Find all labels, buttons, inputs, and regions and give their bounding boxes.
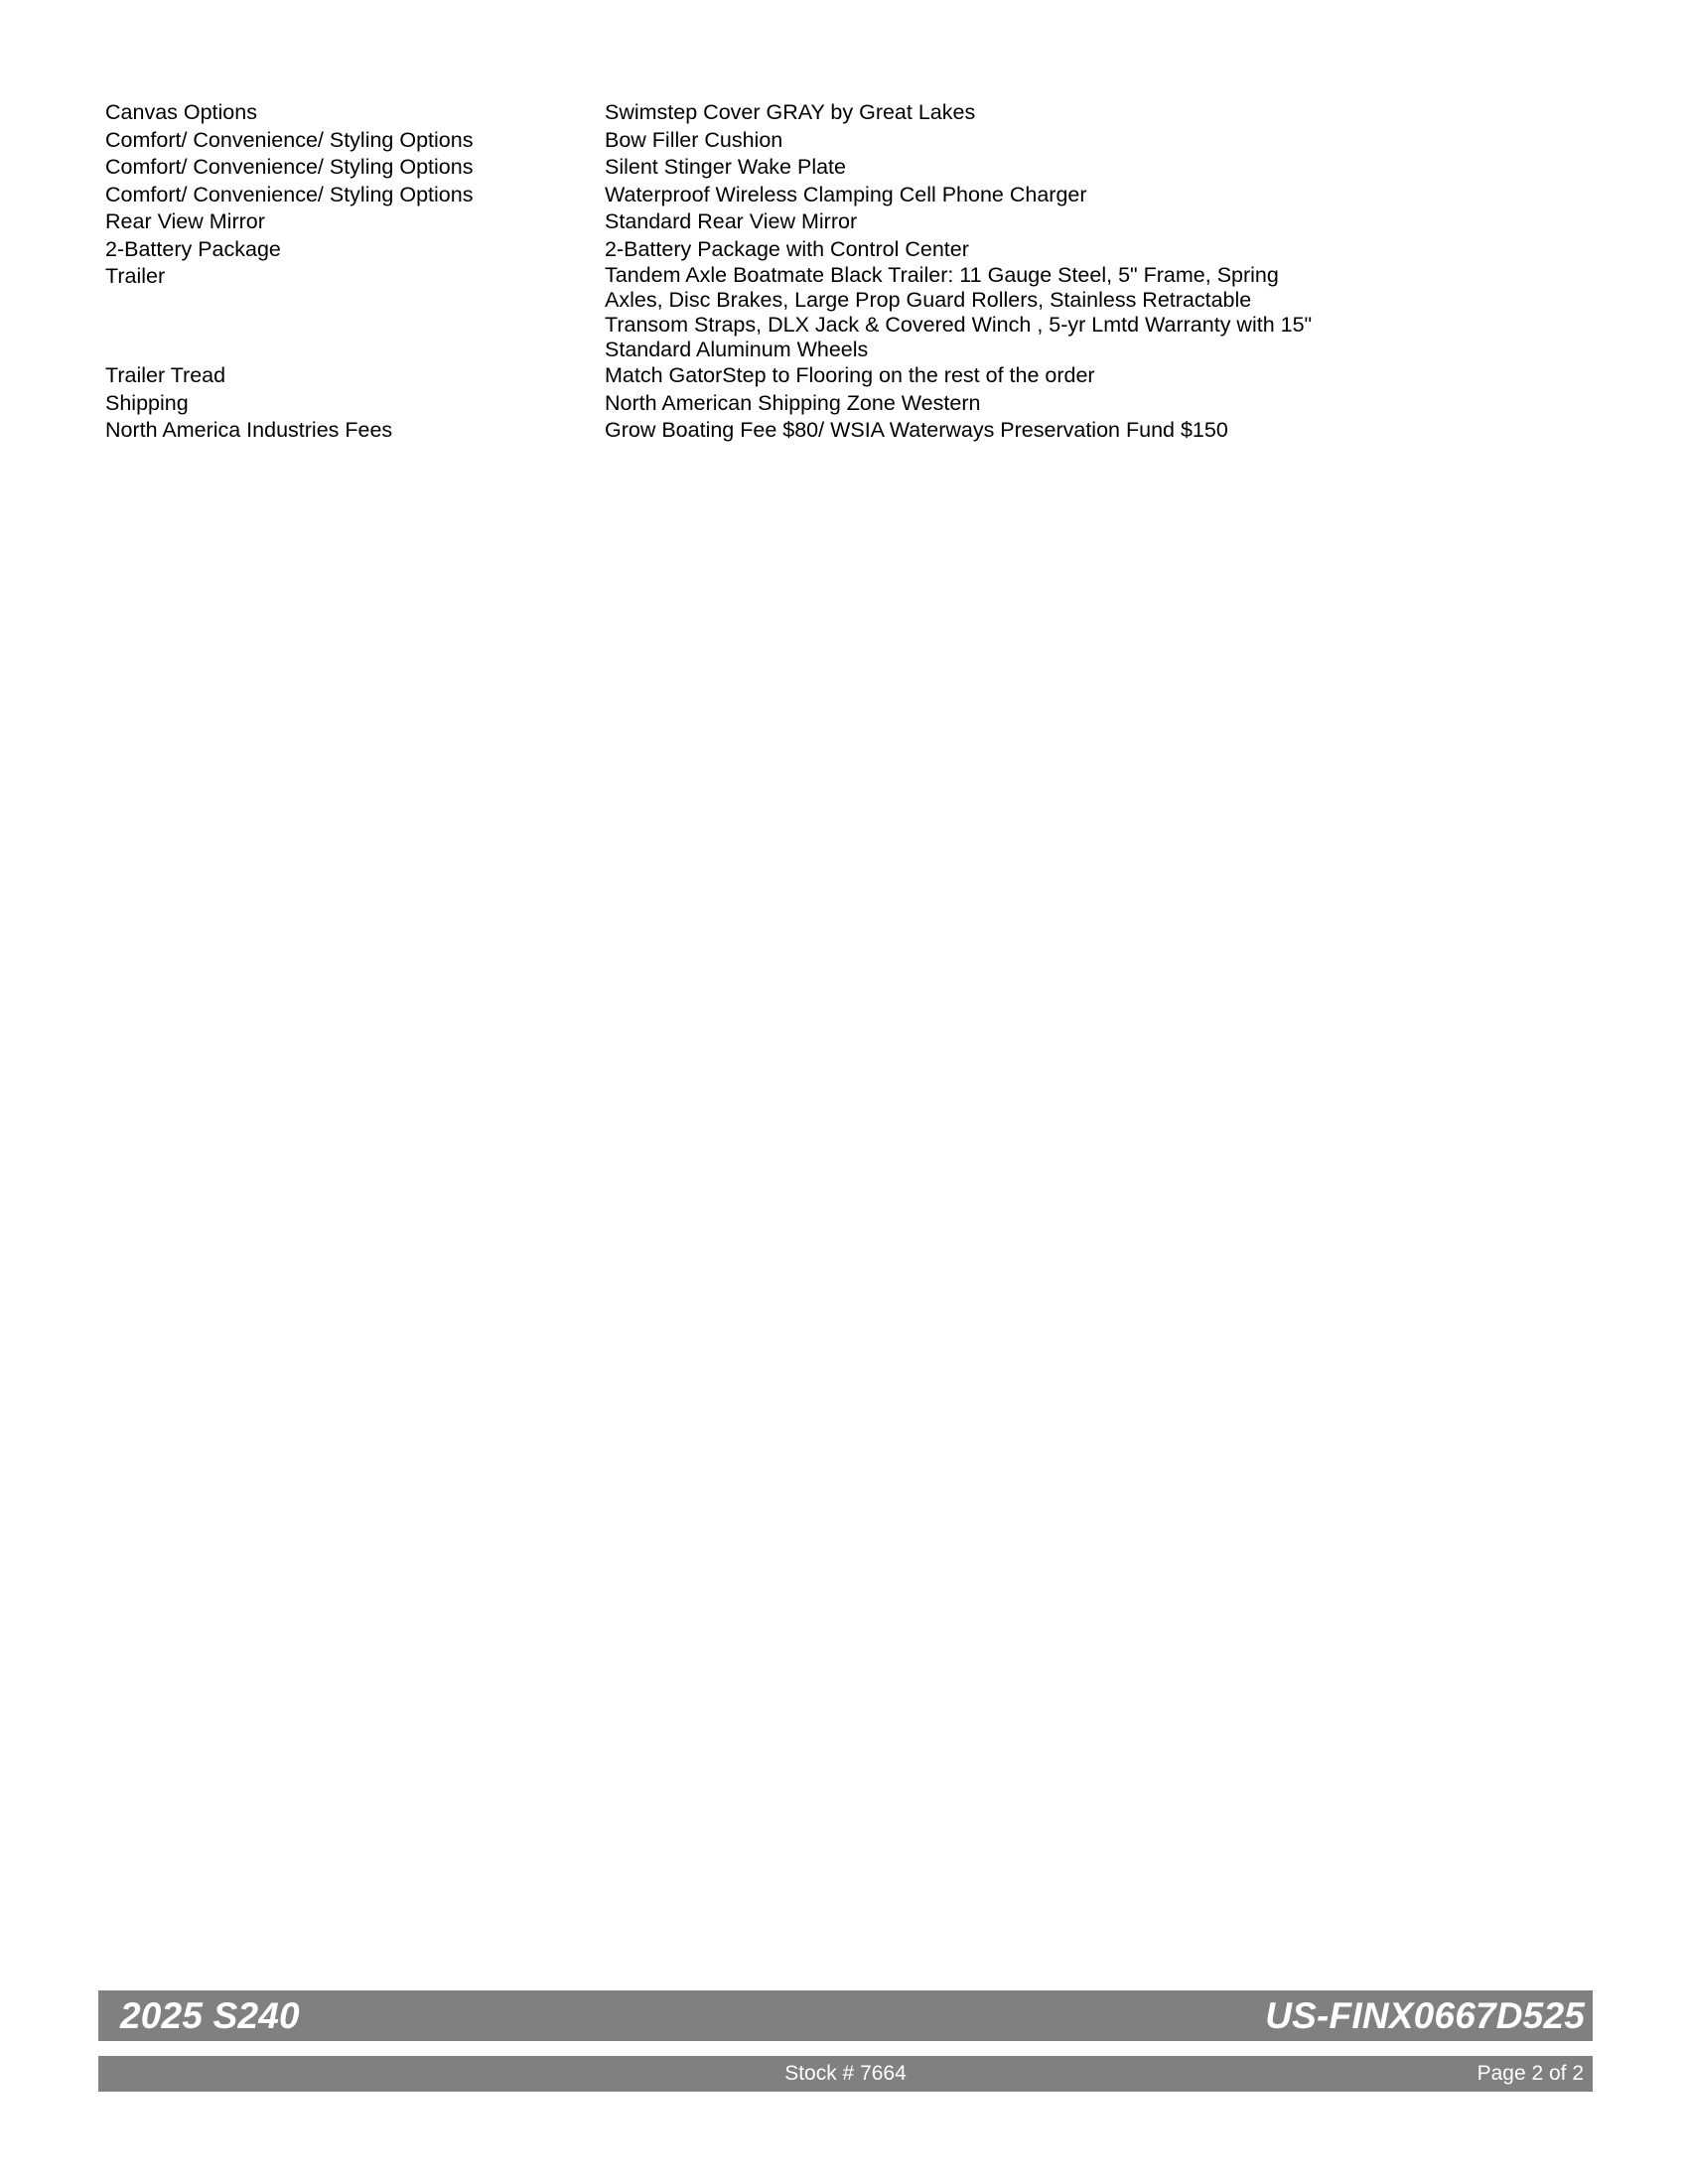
- option-detail: Standard Rear View Mirror: [605, 209, 858, 233]
- stock-number: Stock # 7664: [784, 2062, 907, 2085]
- option-detail: 2-Battery Package with Control Center: [605, 236, 969, 261]
- option-detail: Swimstep Cover GRAY by Great Lakes: [605, 100, 976, 124]
- option-row: [105, 154, 1346, 182]
- options-table: [105, 99, 1346, 445]
- footer-info-bar: [98, 2056, 1593, 2092]
- model-name: 2025 S240: [120, 1994, 300, 2036]
- option-category: 2-Battery Package: [105, 236, 281, 261]
- footer-title-bar: [98, 1990, 1593, 2041]
- option-detail: Bow Filler Cushion: [605, 127, 783, 152]
- option-row: [105, 417, 1346, 445]
- build-id: US-FINX0667D525: [1265, 1994, 1585, 2036]
- option-row: [105, 263, 1346, 362]
- option-detail: North American Shipping Zone Western: [605, 390, 981, 415]
- option-row: [105, 127, 1346, 155]
- option-category: Trailer Tread: [105, 363, 226, 387]
- option-category: Trailer: [105, 264, 166, 288]
- option-detail: Silent Stinger Wake Plate: [605, 155, 846, 179]
- option-row: [105, 182, 1346, 209]
- option-detail: Grow Boating Fee $80/ WSIA Waterways Preservation Fund $150: [605, 418, 1228, 442]
- option-category: North America Industries Fees: [105, 418, 393, 442]
- option-detail: Match GatorStep to Flooring on the rest of the order: [605, 363, 1095, 387]
- option-row: [105, 208, 1346, 236]
- option-row: [105, 390, 1346, 418]
- option-category: Comfort/ Convenience/ Styling Options: [105, 127, 474, 152]
- option-row: [105, 236, 1346, 264]
- option-row: [105, 99, 1346, 127]
- option-category: Comfort/ Convenience/ Styling Options: [105, 182, 474, 206]
- option-row: [105, 362, 1346, 390]
- page-number: Page 2 of 2: [1477, 2062, 1584, 2085]
- option-category: Comfort/ Convenience/ Styling Options: [105, 155, 474, 179]
- option-category: Canvas Options: [105, 100, 257, 124]
- option-detail: Tandem Axle Boatmate Black Trailer: 11 Gauge Steel, 5" Frame, Spring Axles, Disc Brakes, Large Prop Guard Rollers, Stainless Retractable Transom Straps, DLX Jack & Covered Winch , 5-yr Lmtd Warranty with 15" Standard Aluminum Wheels: [605, 263, 1313, 361]
- option-category: Shipping: [105, 390, 189, 415]
- option-detail: Waterproof Wireless Clamping Cell Phone Charger: [605, 182, 1087, 206]
- option-category: Rear View Mirror: [105, 209, 265, 233]
